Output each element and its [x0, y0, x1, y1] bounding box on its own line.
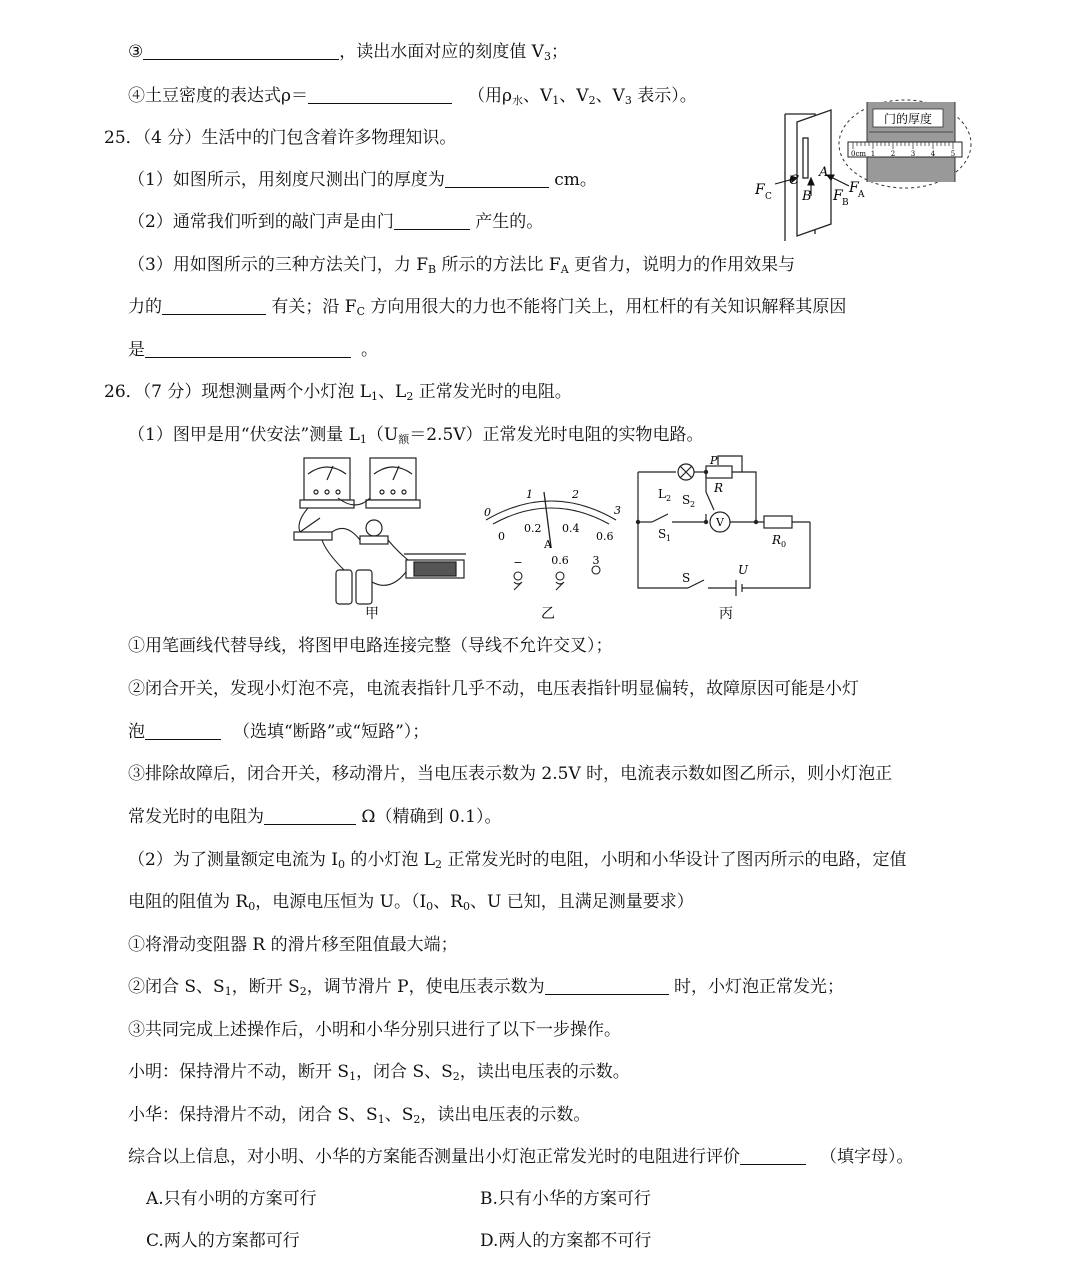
svg-text:0: 0: [781, 540, 787, 549]
q26-step3: ③共同完成上述操作后，小明和小华分别只进行了以下一步操作。: [128, 1020, 621, 1040]
ruler-tick: 3: [910, 150, 916, 158]
answer-blank[interactable]: [394, 211, 470, 230]
force-FB: F: [833, 188, 843, 204]
scale-bot-tick: 0.2: [524, 522, 542, 535]
force-FA: F: [849, 180, 859, 196]
scale-top-tick: 1: [526, 488, 533, 501]
q26-item2: ②闭合开关，发现小灯泡不亮，电流表指针几乎不动，电压表指针明显偏转，故障原因可能是小灯: [128, 679, 859, 699]
scale-bot-tick: 0: [498, 530, 505, 543]
q24-line4: ④土豆密度的表达式ρ＝ （用$\rho_水$、$V_1$、$V_2$、$V_3$ 表示）。: [128, 86, 697, 107]
answer-blank[interactable]: [145, 339, 351, 358]
q26-item3: ③排除故障后，闭合开关，移动滑片，当电压表示数为 2.5V 时，电流表示数如图乙所示，则小灯泡正: [128, 764, 893, 784]
option-c[interactable]: C.两人的方案都可行: [146, 1231, 300, 1251]
q26-part2: （2）为了测量额定电流为 $I_0$ 的小灯泡 $L_2$ 正常发光时的电阻，小明和小华设计了图丙所示的电路，定值: [128, 850, 907, 871]
label-P: P: [710, 454, 718, 467]
answer-blank[interactable]: [264, 806, 356, 825]
force-FC: F: [755, 182, 765, 198]
q25-part2: （2）通常我们听到的敲门声是由门 产生的。: [128, 212, 544, 232]
svg-text:B: B: [842, 198, 849, 208]
q25-part1: （1）如图所示，用刻度尺测出门的厚度为 cm。: [128, 170, 597, 190]
q26-item2-cont: 泡 （选填“断路”或“短路”）；: [128, 722, 430, 742]
answer-blank[interactable]: [145, 721, 221, 740]
label-yi: 乙: [541, 606, 555, 622]
svg-text:C: C: [765, 192, 772, 202]
answer-blank[interactable]: [308, 85, 452, 104]
q26-step2: ②闭合 S、$S_1$，断开 $S_2$，调节滑片 P，使电压表示数为 时，小灯泡正常发光；: [128, 977, 845, 998]
answer-blank[interactable]: [445, 169, 549, 188]
q26-item1: ①用笔画线代替导线，将图甲电路连接完整（导线不允许交叉）；: [128, 636, 613, 656]
circuit-diagram: [638, 456, 810, 596]
option-b[interactable]: B.只有小华的方案可行: [480, 1189, 651, 1209]
label-U: U: [738, 563, 749, 577]
svg-text:2: 2: [666, 494, 672, 503]
answer-blank[interactable]: [162, 296, 266, 315]
svg-text:1: 1: [666, 534, 672, 543]
label-V: V: [716, 516, 724, 529]
ruler-tick: 4: [930, 150, 936, 158]
door-figure: [745, 96, 977, 246]
svg-text:A: A: [858, 190, 865, 200]
q26-part1: （1）图甲是用“伏安法”测量 $L_1(U_额=2.5V)$正常发光时电阻的实物电路。: [128, 425, 704, 446]
answer-blank[interactable]: [740, 1146, 806, 1165]
svg-text:2: 2: [690, 500, 696, 509]
q26-xiaohua: 小华：保持滑片不动，闭合 S、$S_1$、$S_2$，读出电压表的示数。: [128, 1105, 591, 1126]
voltmeter: [366, 458, 420, 508]
ruler-tick: 2: [890, 150, 896, 158]
door-thickness-label: 门的厚度: [883, 112, 933, 126]
terminal-label: 3: [592, 554, 600, 567]
point-B: B: [802, 189, 812, 204]
terminal-label: 0.6: [551, 554, 569, 567]
q26-item3-cont: 常发光时的电阻为 Ω（精确到 0.1）。: [128, 807, 502, 827]
ruler-tick: 5: [950, 150, 956, 158]
label-S1: S: [658, 527, 667, 541]
q26-part2-cont: 电阻的阻值为 $R_0$，电源电压恒为 U。（$I_0$、$R_0$、U 已知，且满足测量要求）: [128, 892, 694, 913]
label-R: R: [714, 481, 724, 495]
answer-blank[interactable]: [545, 976, 669, 995]
q25-part3: （3）用如图所示的三种方法关门，力 $F_B$ 所示的方法比 $F_A$ 更省力，说明力的作用效果与: [128, 255, 796, 276]
q25-title: 25．（4 分）生活中的门包含着许多物理知识。: [104, 128, 457, 148]
scale-top-tick: 3: [614, 504, 621, 517]
lamp: [360, 520, 388, 544]
point-A: A: [819, 165, 829, 180]
q26-title: 26．（7 分）现想测量两个小灯泡 $L_1$、$L_2$ 正常发光时的电阻。: [104, 382, 572, 403]
q26-evaluation: 综合以上信息，对小明、小华的方案能否测量出小灯泡正常发光时的电阻进行评价 （填字母）。: [128, 1147, 914, 1167]
point-C: C: [789, 173, 799, 188]
ruler-zero: 0cm: [851, 150, 867, 158]
scale-bot-tick: 0.4: [562, 522, 580, 535]
option-d[interactable]: D.两人的方案都不可行: [480, 1231, 652, 1251]
meter-unit: A: [544, 538, 552, 551]
scale-bot-tick: 0.6: [596, 530, 614, 543]
label-S: S: [682, 571, 691, 585]
rheostat: [404, 554, 466, 578]
q25-part3-cont: 力的 有关；沿 $F_C$ 方向用很大的力也不能将门关上，用杠杆的有关知识解释其原因: [128, 297, 847, 318]
option-a[interactable]: A.只有小明的方案可行: [146, 1189, 317, 1209]
ammeter: [300, 458, 354, 508]
q25-part3-end: 是 。: [128, 340, 378, 360]
scale-top-tick: 2: [572, 488, 579, 501]
circuit-figures: [286, 452, 816, 624]
answer-blank[interactable]: [143, 41, 339, 60]
label-L2: L: [658, 487, 666, 501]
label-jia: 甲: [365, 606, 379, 622]
q24-line3: ③ ，读出水面对应的刻度值 $V_3$；: [128, 42, 568, 63]
terminal-label: −: [513, 556, 523, 569]
label-S2: S: [682, 493, 691, 507]
batteries: [336, 570, 372, 604]
q26-xiaoming: 小明：保持滑片不动，断开 $S_1$，闭合 S、$S_2$，读出电压表的示数。: [128, 1062, 630, 1083]
scale-top-tick: 0: [484, 506, 491, 519]
ruler-tick: 1: [870, 150, 876, 158]
q26-step1: ①将滑动变阻器 R 的滑片移至阻值最大端；: [128, 935, 458, 955]
label-bing: 丙: [719, 606, 733, 622]
label-R0: R: [772, 533, 782, 547]
